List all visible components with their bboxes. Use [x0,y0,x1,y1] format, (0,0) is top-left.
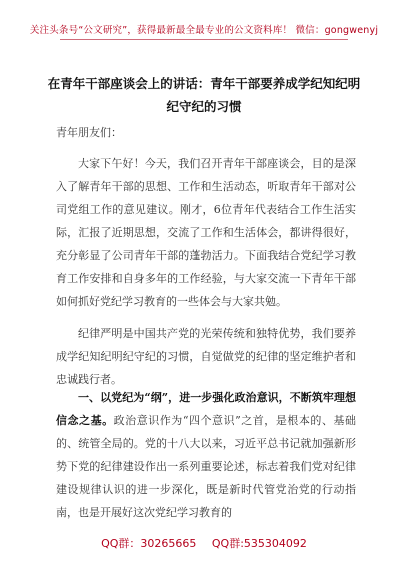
paragraph-1: 大家下午好！今天，我们召开青年干部座谈会，目的是深入了解青年干部的思想、工作和生活动态，听取青年干部对公司党组工作的意见建议。刚才，6位青年代表结合工作生活实际，汇报了近期思想，交流了工作和生活体会，都讲得很好，充分彰显了公司青年干部的蓬勃活力。下面我结合党纪学习教育工作安排和自身多年的工作经验，与大家交流一下青年干部如何抓好党纪学习教育的一些体会与大家共勉。 [56,157,356,308]
footer-qq-group-1: QQ群：30265665 [101,537,197,550]
header-promo: 关注头条号“公文研究”，获得最新最全最专业的公文资料库！ 微信：gongwenyj [29,25,379,36]
title-line-2: 纪守纪的习惯 [166,99,242,114]
section-heading: 一、以党纪为“纲”，进一步强化政治意识，不断筑牢理想信念之基。 [56,391,356,427]
paragraph-3 [56,386,356,524]
section-body: 政治意识作为“四个意识”之首，是根本的、基础的、统管全局的。党的十八大以来，习近平总书记就加强新形势下党的纪律建设作出一系列重要论述，标志着我们党对纪律建设规律认识的进一步深化，既是新时代管党治党的行动指南，也是开展好这次党纪学习教育的 [56,414,357,519]
paragraph-2: 纪律严明是中国共产党的光荣传统和独特优势，我们要养成学纪知纪明纪守纪的习惯，自觉做党的纪律的坚定维护者和忠诚践行者。 [56,327,356,386]
footer-qq-group-2: QQ群:535304092 [211,537,307,550]
title-line-1: 在青年干部座谈会上的讲话：青年干部要养成学纪知纪明 [47,76,361,91]
header-divider [60,39,348,40]
salutation: 青年朋友们： [56,126,122,139]
footer [0,535,408,551]
document-title [40,72,368,118]
